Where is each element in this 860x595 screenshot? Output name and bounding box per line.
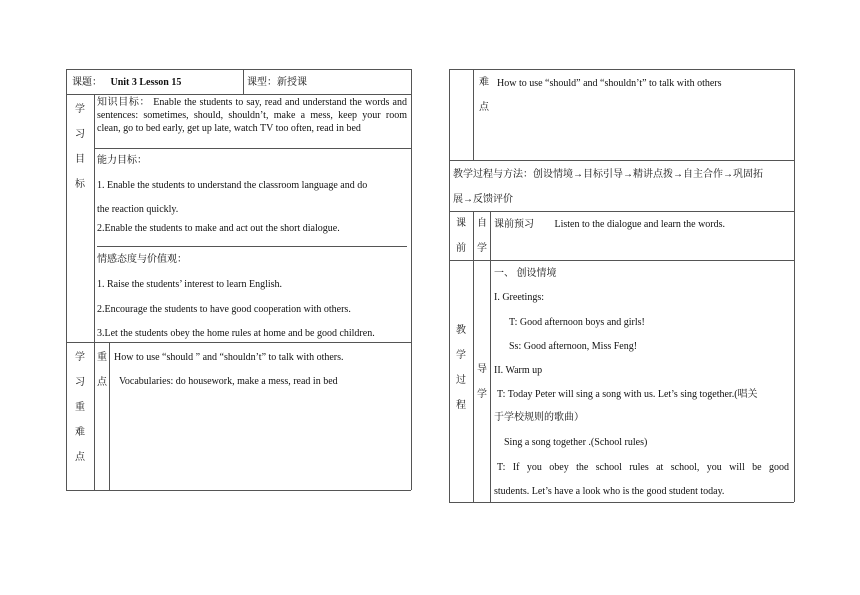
focus-sub-label: 重点 bbox=[97, 352, 107, 388]
process-label: 教学过程 bbox=[456, 325, 466, 411]
focus-side-label: 学习重难点 bbox=[75, 352, 85, 463]
table-border bbox=[243, 69, 244, 94]
process-line: II. Warm up bbox=[494, 365, 543, 376]
focus-line: Vocabularies: do housework, make a mess, read in bed bbox=[119, 376, 338, 387]
attitude-title: 情感态度与价值观： bbox=[97, 254, 187, 265]
attitude-item: 3.Let the students obey the home rules at home and be good children. bbox=[97, 328, 375, 339]
table-border bbox=[449, 502, 794, 503]
table-border bbox=[490, 260, 491, 502]
separator-line bbox=[97, 246, 407, 247]
table-border bbox=[94, 94, 95, 342]
focus-line: How to use “should ” and “shouldn’t” to talk with others. bbox=[114, 352, 344, 363]
type-value: 新授课 bbox=[277, 77, 307, 88]
process-line: Sing a song together .(School rules) bbox=[504, 437, 648, 448]
process-line: T: If you obey the school rules at school, you will be good bbox=[497, 462, 789, 473]
objectives-side-label: 学习目标 bbox=[75, 104, 85, 190]
type-row bbox=[247, 76, 307, 89]
ability-item: 1. Enable the students to understand the classroom language and do bbox=[97, 180, 368, 191]
table-border bbox=[411, 69, 412, 490]
process-line: I. Greetings: bbox=[494, 292, 544, 303]
table-border bbox=[66, 69, 411, 70]
attitude-item: 2.Encourage the students to have good cooperation with others. bbox=[97, 304, 351, 315]
table-border bbox=[66, 342, 411, 343]
preview-sub-label: 自学 bbox=[477, 218, 487, 254]
process-sub-label: 导学 bbox=[477, 364, 487, 400]
table-border bbox=[449, 69, 450, 502]
table-border bbox=[794, 69, 795, 502]
table-border bbox=[109, 342, 110, 490]
process-line: 一、 创设情境 bbox=[494, 268, 557, 279]
table-border bbox=[473, 69, 474, 160]
process-line: Ss: Good afternoon, Miss Feng! bbox=[509, 341, 638, 352]
knowledge-objective: 知识目标： Enable the students to say, read and understand the words and sentences: sometimes, should, shouldn’t, make a mess, keep your room clean, go to bed early, get up late, watch TV too often, read in bed bbox=[97, 97, 407, 134]
topic-value: Unit 3 Lesson 15 bbox=[110, 77, 182, 88]
method-line: 教学过程与方法：创设情境→目标引导→精讲点拨→自主合作→巩固拓 bbox=[453, 169, 763, 180]
attitude-item: 1. Raise the students’ interest to learn English. bbox=[97, 279, 283, 290]
preview-title: 课前预习 bbox=[494, 219, 534, 230]
process-line: T: Good afternoon boys and girls! bbox=[509, 317, 645, 328]
preview-label: 课前 bbox=[456, 218, 466, 254]
topic-label: 课题： bbox=[72, 77, 102, 88]
difficulty-text: How to use “should” and “shouldn’t” to talk with others bbox=[497, 78, 722, 89]
ability-title: 能力目标： bbox=[97, 155, 147, 166]
type-label: 课型： bbox=[247, 77, 277, 88]
ability-item: 2.Enable the students to make and act out the short dialogue. bbox=[97, 223, 340, 234]
table-border bbox=[66, 69, 67, 490]
process-line: students. Let’s have a look who is the good student today. bbox=[494, 486, 725, 497]
table-border bbox=[94, 148, 411, 149]
table-border bbox=[66, 94, 411, 95]
table-border bbox=[449, 69, 794, 70]
ability-item: the reaction quickly. bbox=[97, 204, 179, 215]
preview-text: Listen to the dialogue and learn the words. bbox=[554, 219, 726, 230]
table-border bbox=[473, 211, 474, 502]
process-line: 于学校规则的歌曲） bbox=[494, 412, 584, 423]
topic-row bbox=[72, 76, 181, 89]
table-border bbox=[66, 490, 411, 491]
difficulty-label: 难点 bbox=[479, 77, 489, 113]
preview-row bbox=[494, 218, 725, 231]
table-border bbox=[449, 260, 794, 261]
process-line: T: Today Peter will sing a song with us. Let’s sing together.(唱关 bbox=[497, 389, 758, 400]
table-border bbox=[449, 211, 794, 212]
table-border bbox=[449, 160, 794, 161]
method-line: 展→反馈评价 bbox=[453, 194, 513, 205]
table-border bbox=[490, 211, 491, 260]
